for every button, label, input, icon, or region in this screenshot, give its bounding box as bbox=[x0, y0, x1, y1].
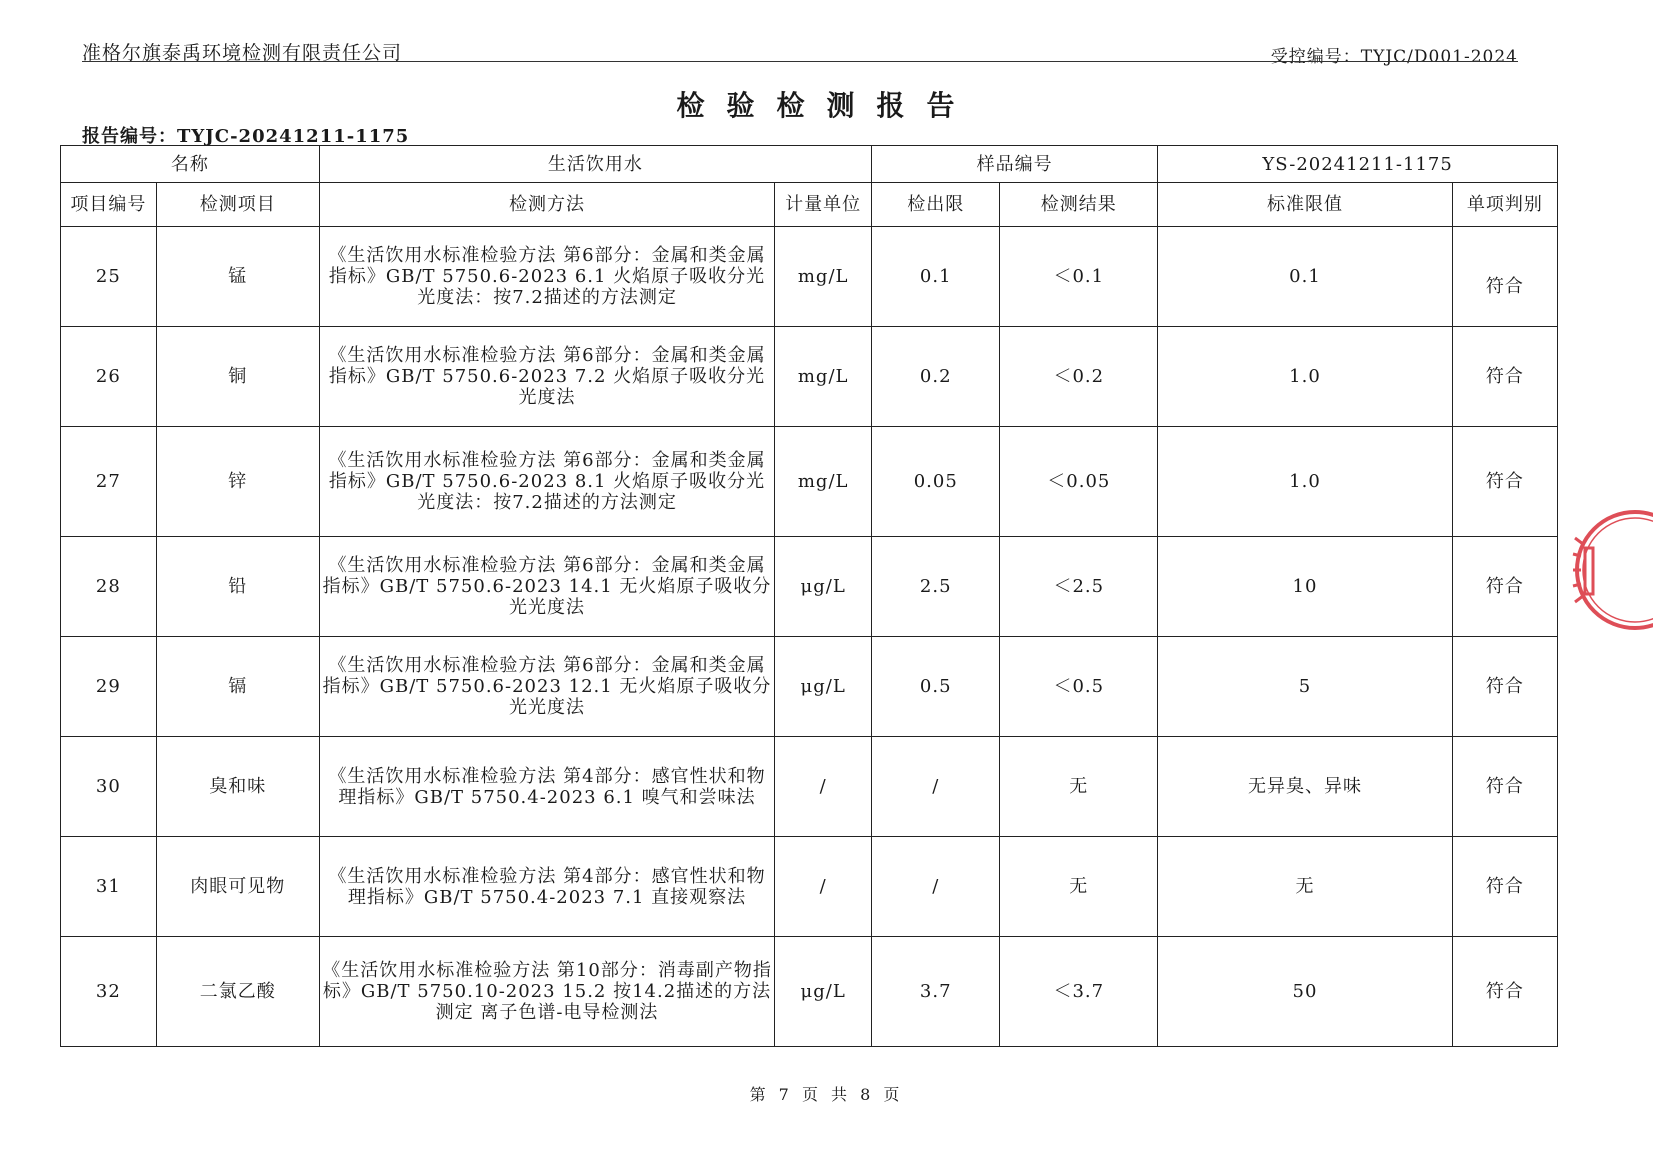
cell-result: ＜2.5 bbox=[1000, 537, 1158, 637]
cell-standard: 无异臭、异味 bbox=[1158, 737, 1453, 837]
table-row bbox=[61, 427, 1558, 537]
cell-result: ＜0.05 bbox=[1000, 427, 1158, 537]
cell-verdict: 符合 bbox=[1452, 327, 1557, 427]
cell-item: 臭和味 bbox=[156, 737, 319, 837]
cell-no: 32 bbox=[61, 937, 157, 1047]
cell-verdict: 符合 bbox=[1452, 537, 1557, 637]
cell-no: 31 bbox=[61, 837, 157, 937]
cell-method: 《生活饮用水标准检验方法 第10部分：消毒副产物指标》GB/T 5750.10-2023 15.2 按14.2描述的方法测定 离子色谱-电导检测法 bbox=[319, 937, 775, 1047]
control-number: 受控编号：TYJC/D001-2024 bbox=[1270, 47, 1518, 67]
cell-method: 《生活饮用水标准检验方法 第6部分：金属和类金属指标》GB/T 5750.6-2023 12.1 无火焰原子吸收分光光度法 bbox=[319, 637, 775, 737]
cell-method: 《生活饮用水标准检验方法 第6部分：金属和类金属指标》GB/T 5750.6-2023 6.1 火焰原子吸收分光光度法：按7.2描述的方法测定 bbox=[319, 227, 775, 327]
cell-no: 29 bbox=[61, 637, 157, 737]
cell-standard: 0.1 bbox=[1158, 227, 1453, 327]
cell-unit: mg/L bbox=[775, 327, 872, 427]
cell-limit: / bbox=[872, 737, 1000, 837]
cell-item: 锌 bbox=[156, 427, 319, 537]
cell-verdict bbox=[1452, 227, 1557, 327]
sample-info-row bbox=[61, 146, 1558, 183]
cell-verdict: 符合 bbox=[1452, 937, 1557, 1047]
cell-standard: 1.0 bbox=[1158, 427, 1453, 537]
table-row bbox=[61, 637, 1558, 737]
seal-stamp bbox=[1565, 508, 1653, 633]
header-method: 检测方法 bbox=[319, 183, 775, 227]
cell-item: 铅 bbox=[156, 537, 319, 637]
header-result: 检测结果 bbox=[1000, 183, 1158, 227]
name-value: 生活饮用水 bbox=[319, 146, 871, 183]
header-unit: 计量单位 bbox=[775, 183, 872, 227]
header-divider bbox=[82, 61, 1518, 62]
test-results-table bbox=[60, 145, 1558, 1047]
cell-no: 26 bbox=[61, 327, 157, 427]
cell-unit: μg/L bbox=[775, 937, 872, 1047]
header-verdict: 单项判别 bbox=[1452, 183, 1557, 227]
seal-stamp-icon bbox=[1565, 508, 1653, 633]
cell-no: 30 bbox=[61, 737, 157, 837]
cell-unit: μg/L bbox=[775, 537, 872, 637]
cell-unit: / bbox=[775, 837, 872, 937]
cell-result: ＜0.5 bbox=[1000, 637, 1158, 737]
report-title: 检验检测报告 bbox=[676, 89, 977, 122]
cell-method: 《生活饮用水标准检验方法 第4部分：感官性状和物理指标》GB/T 5750.4-2023 7.1 直接观察法 bbox=[319, 837, 775, 937]
cell-result: ＜3.7 bbox=[1000, 937, 1158, 1047]
cell-limit: 0.5 bbox=[872, 637, 1000, 737]
cell-verdict: 符合 bbox=[1452, 637, 1557, 737]
cell-no: 25 bbox=[61, 227, 157, 327]
cell-result: ＜0.2 bbox=[1000, 327, 1158, 427]
cell-standard: 10 bbox=[1158, 537, 1453, 637]
header-standard: 标准限值 bbox=[1158, 183, 1453, 227]
cell-method: 《生活饮用水标准检验方法 第6部分：金属和类金属指标》GB/T 5750.6-2023 8.1 火焰原子吸收分光光度法：按7.2描述的方法测定 bbox=[319, 427, 775, 537]
header-item-no: 项目编号 bbox=[61, 183, 157, 227]
cell-item: 肉眼可见物 bbox=[156, 837, 319, 937]
header-limit: 检出限 bbox=[872, 183, 1000, 227]
cell-verdict: 符合 bbox=[1452, 837, 1557, 937]
cell-result: ＜0.1 bbox=[1000, 227, 1158, 327]
table-row bbox=[61, 837, 1558, 937]
header-item: 检测项目 bbox=[156, 183, 319, 227]
cell-limit: 2.5 bbox=[872, 537, 1000, 637]
cell-standard: 1.0 bbox=[1158, 327, 1453, 427]
cell-limit: 3.7 bbox=[872, 937, 1000, 1047]
table-row bbox=[61, 737, 1558, 837]
column-header-row bbox=[61, 183, 1558, 227]
cell-item: 铜 bbox=[156, 327, 319, 427]
cell-method: 《生活饮用水标准检验方法 第6部分：金属和类金属指标》GB/T 5750.6-2023 7.2 火焰原子吸收分光光度法 bbox=[319, 327, 775, 427]
sample-no-label: 样品编号 bbox=[872, 146, 1158, 183]
cell-standard: 50 bbox=[1158, 937, 1453, 1047]
cell-result: 无 bbox=[1000, 837, 1158, 937]
cell-standard: 5 bbox=[1158, 637, 1453, 737]
table-row bbox=[61, 937, 1558, 1047]
cell-item: 二氯乙酸 bbox=[156, 937, 319, 1047]
name-label: 名称 bbox=[61, 146, 320, 183]
page-footer: 第 7 页 共 8 页 bbox=[749, 1085, 904, 1104]
cell-unit: mg/L bbox=[775, 427, 872, 537]
cell-limit: 0.2 bbox=[872, 327, 1000, 427]
cell-limit: 0.1 bbox=[872, 227, 1000, 327]
cell-limit: 0.05 bbox=[872, 427, 1000, 537]
verdict-text: 符合 bbox=[1485, 276, 1524, 297]
table-row bbox=[61, 327, 1558, 427]
cell-unit: mg/L bbox=[775, 227, 872, 327]
cell-limit: / bbox=[872, 837, 1000, 937]
cell-unit: μg/L bbox=[775, 637, 872, 737]
table-row bbox=[61, 537, 1558, 637]
cell-standard: 无 bbox=[1158, 837, 1453, 937]
cell-no: 27 bbox=[61, 427, 157, 537]
cell-verdict: 符合 bbox=[1452, 427, 1557, 537]
company-name: 准格尔旗泰禹环境检测有限责任公司 bbox=[82, 42, 403, 64]
report-number: 报告编号：TYJC-20241211-1175 bbox=[82, 126, 410, 147]
cell-unit: / bbox=[775, 737, 872, 837]
cell-no: 28 bbox=[61, 537, 157, 637]
cell-verdict: 符合 bbox=[1452, 737, 1557, 837]
cell-result: 无 bbox=[1000, 737, 1158, 837]
cell-item: 镉 bbox=[156, 637, 319, 737]
cell-method: 《生活饮用水标准检验方法 第6部分：金属和类金属指标》GB/T 5750.6-2023 14.1 无火焰原子吸收分光光度法 bbox=[319, 537, 775, 637]
table-row bbox=[61, 227, 1558, 327]
cell-item: 锰 bbox=[156, 227, 319, 327]
sample-no-value: YS-20241211-1175 bbox=[1158, 146, 1558, 183]
cell-method: 《生活饮用水标准检验方法 第4部分：感官性状和物理指标》GB/T 5750.4-2023 6.1 嗅气和尝味法 bbox=[319, 737, 775, 837]
